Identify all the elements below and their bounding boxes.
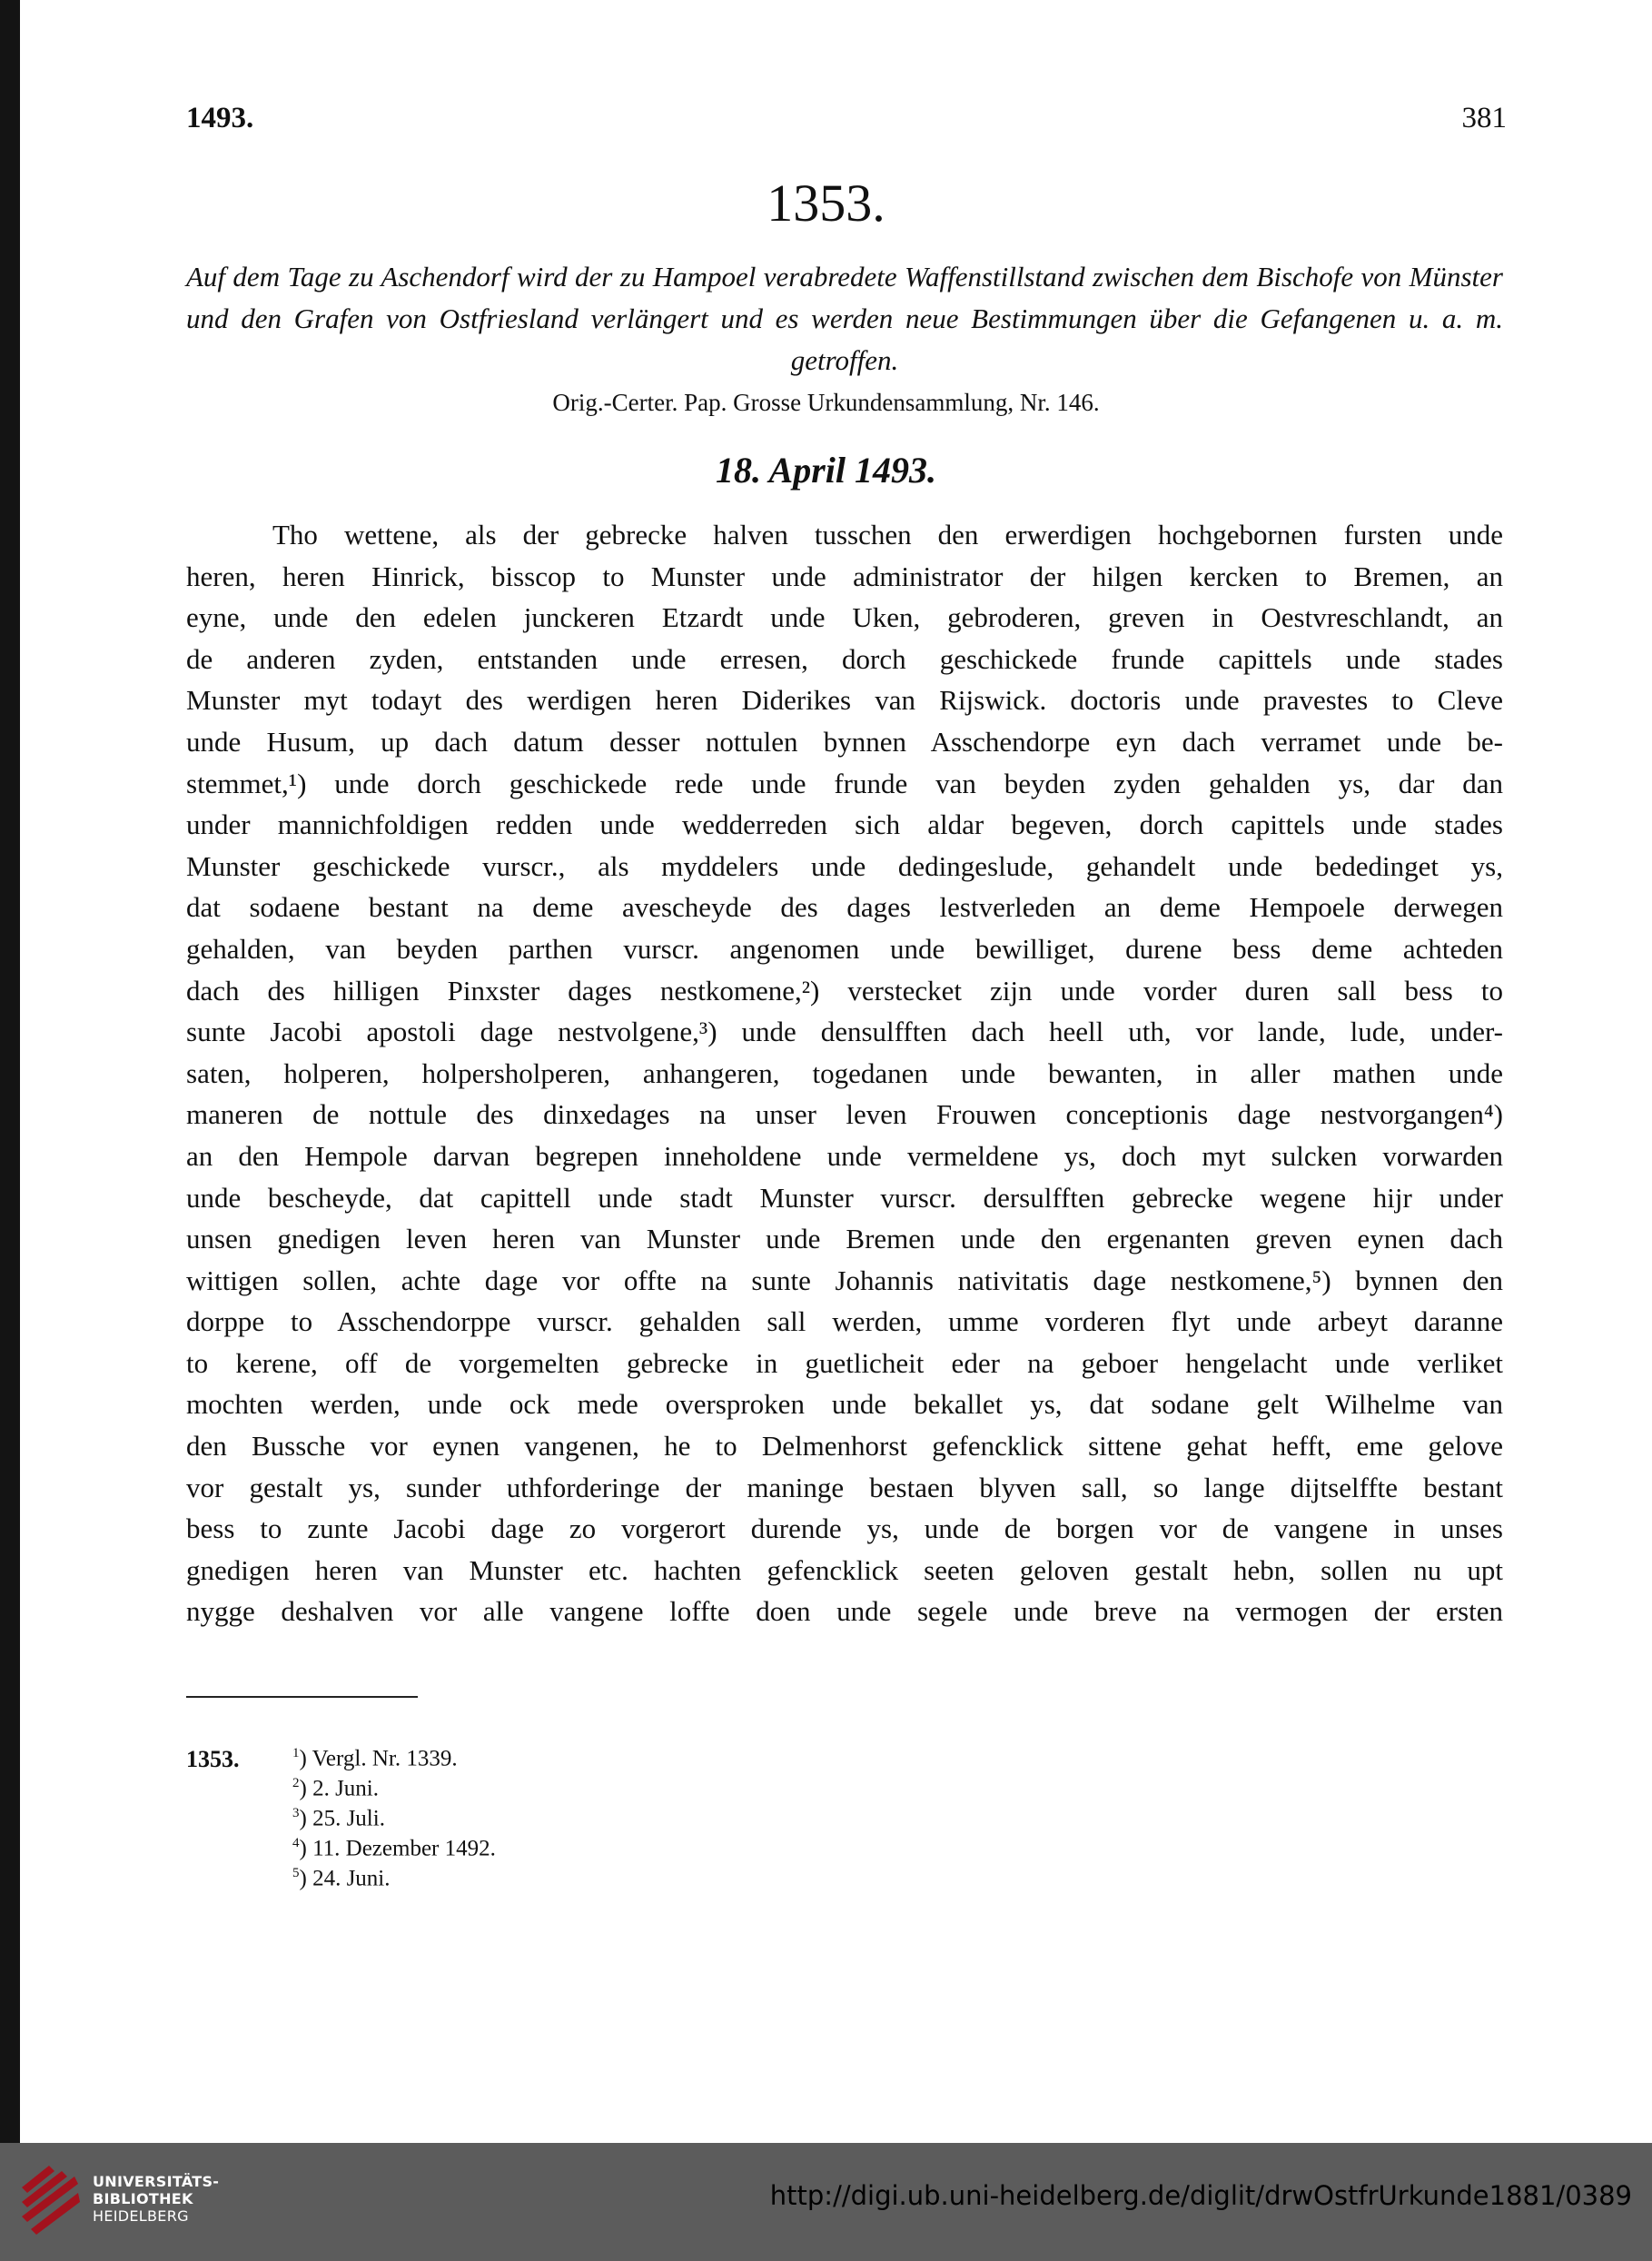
body-line: maneren de nottule des dinxedages na unser leven Frouwen conceptionis dage nestvorgangen⁴) (186, 1098, 1503, 1131)
body-line: mochten werden, unde ock mede oversproken unde bekallet ys, dat sodane gelt Wilhelme van (186, 1388, 1503, 1421)
body-line: gehalden, van beyden parthen vurscr. angenomen unde bewilliget, durene bess deme achteden (186, 932, 1503, 965)
body-line: to kerene, off de vorgemelten gebrecke in guetlicheit eder na geboer hengelacht unde verliket (186, 1346, 1503, 1379)
footnote-paren: ) (299, 1866, 313, 1891)
footnote-mark: 4 (292, 1836, 300, 1850)
library-logo-icon[interactable] (18, 2160, 84, 2240)
running-head (186, 102, 1507, 144)
body-line: stemmet,¹) unde dorch geschickede rede unde frunde van beyden zyden gehalden ys, dar dan (186, 767, 1503, 799)
body-line: dorppe to Asschendorppe vurscr. gehalden sall werden, umme vorderen flyt unde arbeyt daranne (186, 1305, 1503, 1338)
body-line: sunte Jacobi apostoli dage nestvolgene,³) unde densulfften dach heell uth, vor lande, lude, under- (186, 1016, 1503, 1048)
body-line: bess to zunte Jacobi dage zo vorgerort durende ys, unde de borgen vor de vangene in unses (186, 1512, 1503, 1545)
running-head-year: 1493. (186, 102, 254, 134)
body-line: unde Husum, up dach datum desser nottulen bynnen Asschendorpe eyn dach verramet unde be- (186, 725, 1503, 758)
footnote-text: Vergl. Nr. 1339. (312, 1746, 458, 1771)
body-line: heren, heren Hinrick, bisscop to Munster unde administrator der hilgen kercken to Bremen, an (186, 560, 1503, 592)
footnote-item (292, 1746, 458, 1771)
body-line: under mannichfoldigen redden unde wedderreden sich aldar begeven, dorch capittels unde stades (186, 808, 1503, 841)
page-number: 381 (1461, 102, 1507, 134)
footnote-item (292, 1866, 391, 1891)
body-line: Munster geschickede vurscr., als myddelers unde dedingeslude, gehandelt unde bededinget ys, (186, 849, 1503, 882)
footnote-item (292, 1776, 379, 1801)
footnote-mark: 3 (292, 1806, 300, 1820)
library-name-line3: HEIDELBERG (93, 2207, 189, 2225)
footnote-paren: ) (299, 1836, 313, 1861)
body-line: nygge deshalven vor alle vangene loffte doen unde segele unde breve na vermogen der ersten (186, 1595, 1503, 1628)
document-date: 18. April 1493. (716, 450, 936, 491)
body-line: Tho wettene, als der gebrecke halven tusschen den erwerdigen hochgebornen fursten unde (272, 519, 1503, 550)
body-line: dach des hilligen Pinxster dages nestkomene,²) verstecket zijn unde vorder duren sall bess to (186, 974, 1503, 1007)
library-name-line1: UNIVERSITÄTS- (93, 2173, 220, 2190)
body-line: an den Hempole darvan begrepen inneholdene unde vermeldene ys, doch myt sulcken vorwarden (186, 1139, 1503, 1172)
body-line: eyne, unde den edelen junckeren Etzardt unde Uken, gebroderen, greven in Oestvreschlandt, an (186, 601, 1503, 634)
body-line: wittigen sollen, achte dage vor offte na sunte Johannis nativitatis dage nestkomene,⁵) bynnen den (186, 1264, 1503, 1296)
body-line: gnedigen heren van Munster etc. hachten gefencklick seeten geloven gestalt hebn, sollen nu upt (186, 1553, 1503, 1586)
body-line: de anderen zyden, entstanden unde erresen, dorch geschickede frunde capittels unde stades (186, 642, 1503, 675)
footnote-item (292, 1806, 385, 1831)
footnote-paren: ) (299, 1776, 313, 1801)
footnote-paren: ) (299, 1806, 313, 1831)
footnote-mark: 1 (292, 1746, 300, 1760)
source-citation: Orig.-Certer. Pap. Grosse Urkundensammlung, Nr. 146. (552, 389, 1100, 416)
footnote-text: 24. Juni. (312, 1866, 391, 1891)
body-text (186, 514, 1503, 1632)
scan-edge-shadow (0, 0, 20, 2143)
body-line: Munster myt todayt des werdigen heren Diderikes van Rijswick. doctoris unde pravestes to Cleve (186, 684, 1503, 717)
footnote-mark: 2 (292, 1776, 300, 1790)
footnote-text: 25. Juli. (312, 1806, 385, 1831)
body-line: unsen gnedigen leven heren van Munster unde Bremen unde den ergenanten greven eynen dach (186, 1223, 1503, 1255)
body-line: den Bussche vor eynen vangenen, he to Delmenhorst gefencklick sittene gehat hefft, eme gelove (186, 1430, 1503, 1463)
body-line: saten, holperen, holpersholperen, anhangeren, togedanen unde bewanten, in aller mathen unde (186, 1056, 1503, 1089)
footnote-label: 1353. (186, 1746, 240, 1772)
document-summary: Auf dem Tage zu Aschendorf wird der zu Hampoel verabredete Waffenstillstand zwischen dem Bischofe von Münster und den Grafen von Ostfriesland verlängert und es werden neue Bestimmungen über die Gefangenen u. a. m. getroffen. (186, 261, 1503, 376)
body-line: vor gestalt ys, sunder uthforderinge der maninge bestaen blyven sall, so lange dijtselffte bestant (186, 1471, 1503, 1503)
library-name[interactable] (93, 2173, 219, 2225)
footnote-text: 11. Dezember 1492. (312, 1836, 496, 1861)
document-number: 1353. (767, 174, 885, 233)
footnote-text: 2. Juni. (312, 1776, 380, 1801)
body-line: dat sodaene bestant na deme avescheyde des dages lestverleden an deme Hempoele derwegen (186, 891, 1503, 924)
footnote-divider (186, 1696, 418, 1698)
library-name-line2: BIBLIOTHEK (93, 2190, 193, 2207)
body-line: unde bescheyde, dat capittell unde stadt Munster vurscr. dersulfften gebrecke wegene hijr under (186, 1181, 1503, 1214)
footnote-item (292, 1836, 496, 1861)
footnote-mark: 5 (292, 1866, 300, 1880)
source-url-link[interactable]: http://digi.ub.uni-heidelberg.de/diglit/drwOstfrUrkunde1881/0389 (769, 2180, 1632, 2211)
footnote-paren: ) (299, 1746, 312, 1771)
